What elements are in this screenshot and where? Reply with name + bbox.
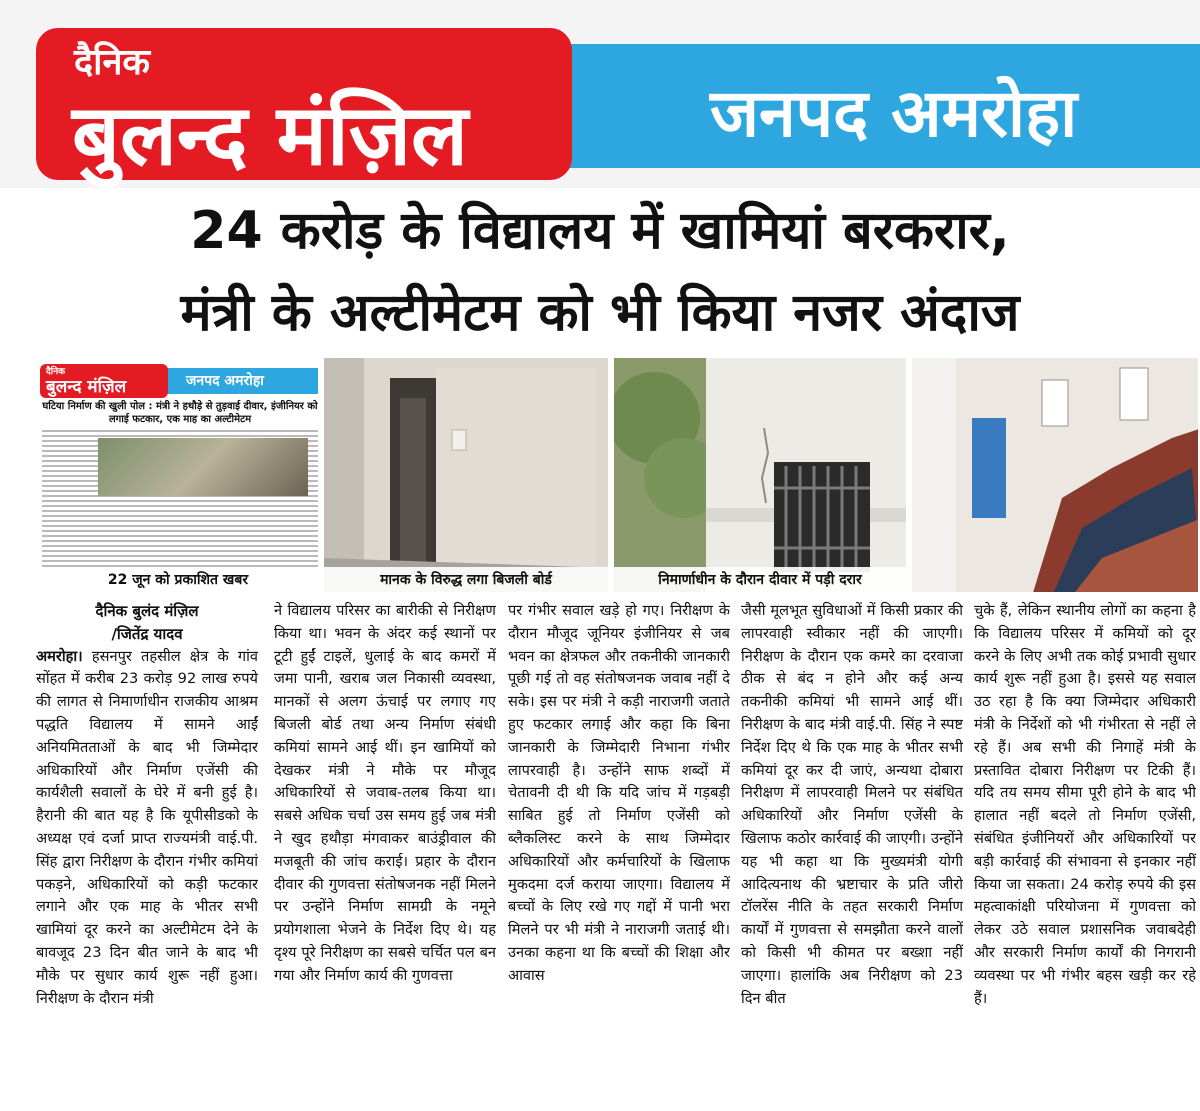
headline (0, 190, 1200, 354)
masthead (0, 0, 1200, 188)
article-column-3: पर गंभीर सवाल खड़े हो गए। निरीक्षण के दौरान मौजूद जूनियर इंजीनियर से जब भवन का क्षेत्रफल और तकनीकी जानकारी पूछी गई तो वह संतोषजनक जवाब नहीं दे सके। इस पर मंत्री ने कड़ी नाराजगी जताते हुए फटकार लगाई और कहा कि बिना जानकारी के जिम्मेदारी निभाना गंभीर लापरवाही है। उन्होंने साफ शब्दों में चेतावनी दी थी कि यदि जांच में गड़बड़ी साबित हुई तो निर्माण एजेंसी को ब्लैकलिस्ट करने के साथ जिम्मेदार अधिकारियों और कर्मचारियों के खिलाफ मुकदमा दर्ज कराया जाएगा। विद्यालय में बच्चों के लिए रखे गए गद्दों में पानी भरा मिलने पर भी मंत्री ने नाराजगी जताई थी। उनका कहना था कि बच्चों की शिक्षा और आवास (508, 602, 730, 984)
clipping-logo-small: दैनिक (46, 367, 66, 377)
clipping-masthead (38, 358, 318, 398)
byline-paper: दैनिक बुलंद मंज़िल (95, 602, 199, 620)
clipping-photo (36, 356, 320, 594)
photo-strip (36, 356, 1200, 594)
dateline-place: अमरोहा। (36, 647, 83, 665)
wall-crack-photo (612, 356, 908, 594)
article-column-2: ने विद्यालय परिसर का बारीकी से निरीक्षण किया था। भवन के अंदर कई स्थानों पर टूटी हुईं टाइलें, धुलाई के बाद कमरों में जमा पानी, खराब जल निकासी व्यवस्था, मानकों से अलग ऊंचाई पर लगाए गए बिजली बोर्ड तथा अन्य निर्माण संबंधी कमियां सामने आई थीं। इन खामियों को देखकर मंत्री ने मौके पर मौजूद अधिकारियों से जवाब-तलब किया था। सबसे अधिक चर्चा उस समय हुई जब मंत्री ने खुद हथौड़ा मंगवाकर बाउंड्रीवाल की मजबूती की जांच कराई। प्रहार के दौरान दीवार की गुणवत्ता संतोषजनक नहीं मिलने पर उन्होंने निर्माण सामग्री के नमूने प्रयोगशाला भेजने के निर्देश दिए थे। यह दृश्य पूरे निरीक्षण का सबसे चर्चित पल बन गया और निर्माण कार्य की गुणवत्ता (274, 602, 496, 984)
wall-crack-caption: निमार्णाधीन के दौरान दीवार में पड़ी दरार (614, 567, 906, 592)
article-text-1: हसनपुर तहसील क्षेत्र के गांव सोंहत में करीब 23 करोड़ 92 लाख रुपये की लागत से निमार्णाधीन राजकीय आश्रम पद्धति विद्यालय में सामने आईं अनियमितताओं के बाद भी जिम्मेदार अधिकारियों और निर्माण एजेंसी की कार्यशैली सवालों के घेरे में बनी हुई है। हैरानी की बात यह है कि यूपीसीडको के अध्यक्ष एवं दर्जा प्राप्त राज्यमंत्री वाई.पी. सिंह द्वारा निरीक्षण के दौरान गंभीर कमियां पकड़ने, अधिकारियों को कड़ी फटकार लगाने और एक माह के भीतर सभी खामियां दूर करने का अल्टीमेटम देने के बावजूद 23 दिन बीत जाने के बाद भी मौके पर सुधार कार्य शुरू नहीं हुआ। निरीक्षण के दौरान मंत्री (36, 647, 258, 1007)
electric-board-photo (322, 356, 610, 594)
clipping-logo-big: बुलन्द मंज़िल (46, 377, 127, 397)
district-title: जनपद अमरोहा (710, 75, 1078, 152)
clipping-logo (40, 364, 168, 398)
district-banner (520, 44, 1200, 168)
article-body (36, 600, 1196, 1105)
article-column-1 (36, 600, 258, 1105)
logo-big-title: बुलन्द मंज़िल (72, 86, 468, 184)
clipping-district: जनपद अमरोहा (156, 368, 320, 394)
headline-line-2: मंत्री के अल्टीमेटम को भी किया नजर अंदाज (180, 283, 1020, 343)
byline-author: /जितेंद्र यादव (111, 624, 183, 643)
clipping-headline: घटिया निर्माण की खुली पोल : मंत्री ने हथौड़े से तुड़वाई दीवार, इंजीनियर को लगाई फटकार, एक माह का अल्टीमेटम (42, 401, 318, 425)
clipping-caption: 22 जून को प्रकाशित खबर (38, 567, 318, 592)
clipping-inset-photo (98, 438, 308, 496)
article-column-5: चुके हैं, लेकिन स्थानीय लोगों का कहना है कि विद्यालय परिसर में कमियों को दूर करने के लिए अभी तक कोई प्रभावी सुधार कार्य शुरू नहीं हुआ है। इससे यह सवाल उठ रहा है कि क्या जिम्मेदार अधिकारी मंत्री के निर्देशों को भी गंभीरता से नहीं ले रहे हैं। अब सभी की निगाहें मंत्री के प्रस्तावित दोबारा निरीक्षण पर टिकी हैं। यदि तय समय सीमा पूरी होने के बाद भी हालात नहीं बदले तो निर्माण एजेंसी, संबंधित इंजीनियरों और अधिकारियों पर बड़ी कार्रवाई की संभावना से इनकार नहीं किया जा सकता। 24 करोड़ रुपये की इस महत्वाकांक्षी परियोजना में गुणवत्ता को लेकर उठे सवाल प्रशासनिक जवाबदेही और सरकारी निर्माण कार्यों की निगरानी व्यवस्था पर भी गंभीर बहस खड़ी कर रहे हैं। (974, 602, 1196, 1007)
headline-line-1: 24 करोड़ के विद्यालय में खामियां बरकरार, (190, 201, 1010, 261)
mattress-room-illustration (912, 358, 1200, 594)
newspaper-logo (36, 28, 572, 184)
wall-crack-illustration (614, 358, 908, 594)
logo-small-title: दैनिक (74, 42, 151, 83)
article-column-4: जैसी मूलभूत सुविधाओं में किसी प्रकार की लापरवाही स्वीकार नहीं की जाएगी। निरीक्षण के दौरान एक कमरे का दरवाजा ठीक से बंद न होने और कई अन्य तकनीकी कमियां भी सामने आई थीं। निरीक्षण के बाद मंत्री वाई.पी. सिंह ने स्पष्ट निर्देश दिए थे कि एक माह के भीतर सभी कमियां दूर कर दी जाएं, अन्यथा दोबारा निरीक्षण में लापरवाही मिलने पर संबंधित अधिकारियों और निर्माण एजेंसी के खिलाफ कठोर कार्रवाई की जाएगी। उन्होंने यह भी कहा था कि मुख्यमंत्री योगी आदित्यनाथ की भ्रष्टाचार के प्रति जीरो टॉलरेंस नीति के तहत सरकारी निर्माण कार्यों में गुणवत्ता से समझौता करने वालों को किसी भी कीमत पर बख्शा नहीं जाएगा। हालांकि अब निरीक्षण को 23 दिन बीत (741, 602, 963, 1007)
electric-board-illustration (324, 358, 610, 594)
electric-board-caption: मानक के विरुद्ध लगा बिजली बोर्ड (324, 567, 608, 592)
mattress-room-photo (910, 356, 1200, 594)
